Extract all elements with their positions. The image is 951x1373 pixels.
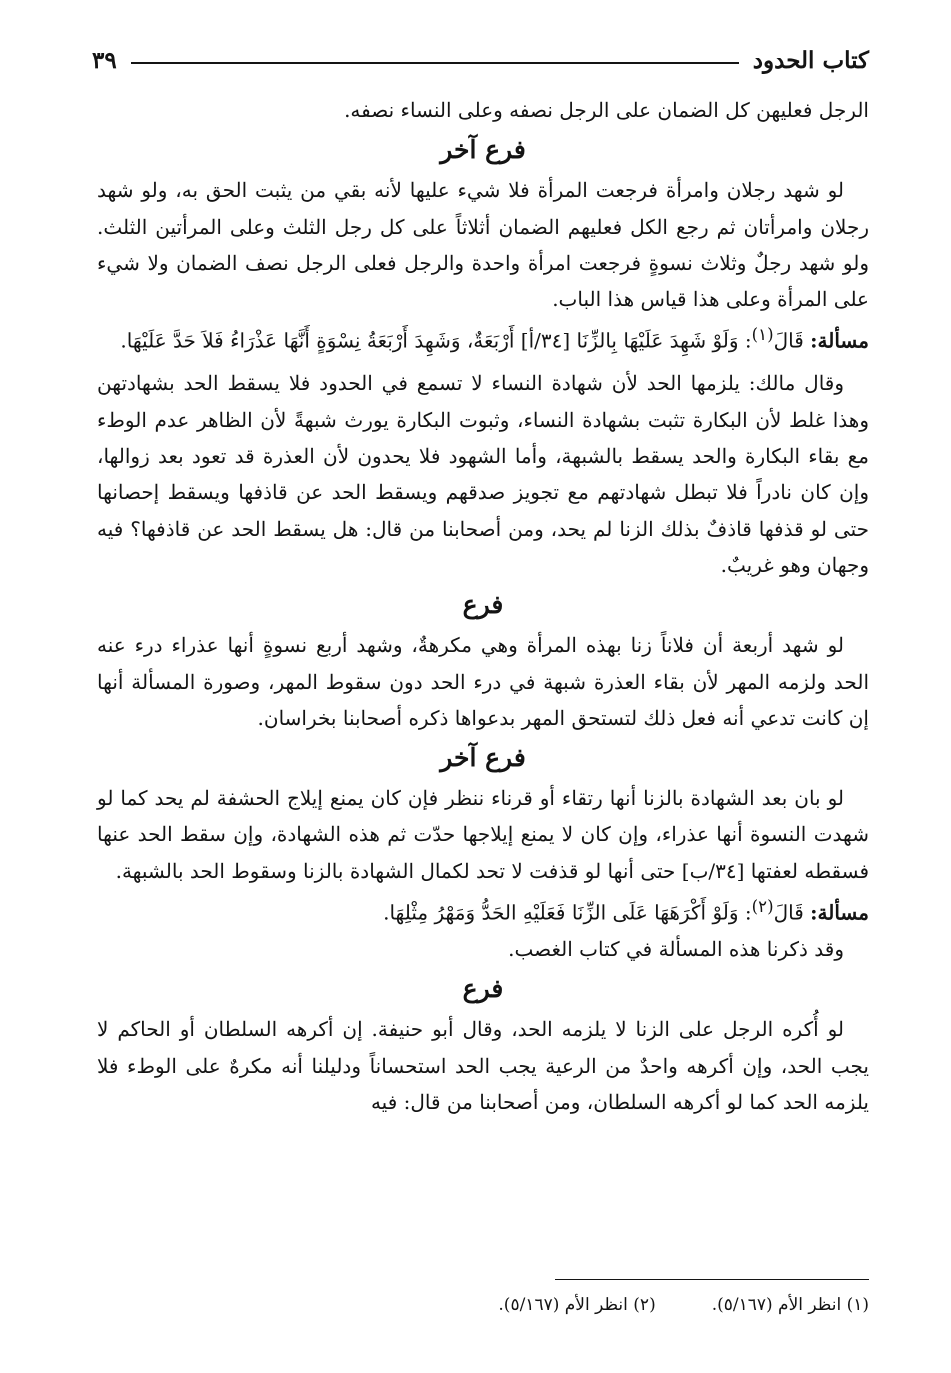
- masala-paragraph: [97, 317, 869, 359]
- paragraph: لو أُكره الرجل على الزنا لا يلزمه الحد، وقال أبو حنيفة. إن أكرهه السلطان أو الحاكم لا يجب الحد، وإن أكرهه واحدٌ من الرعية يجب الحد استحساناً ودليلنا أنه مكرهٌ على الوطء فلا يلزمه الحد كما لو أكرهه السلطان، ومن أصحابنا من قال: فيه: [97, 1017, 869, 1114]
- footnote-2: (٢) انظر الأم (٥/١٦٧).: [498, 1295, 656, 1315]
- footnote-1: (١) انظر الأم (٥/١٦٧).: [711, 1295, 869, 1315]
- header-rule: [131, 62, 739, 64]
- paragraph: وقد ذكرنا هذه المسألة في كتاب الغصب.: [508, 936, 844, 961]
- footnote-rule: [555, 1279, 869, 1280]
- page-number: ٣٩: [92, 46, 117, 74]
- paragraph: لو شهد رجلان وامرأة فرجعت المرأة فلا شيء عليها لأنه بقي من يثبت الحق به، ولو شهد رجلان وامرأتان ثم رجع الكل فعليهم الضمان أثلاثاً على كل رجل الثلث وعلى المرأتين الثلث. ولو شهد رجلٌ وثلاث نسوةٍ فرجعت امرأة واحدة والرجل فعلى الرجل نصف الضمان ولا شيء على المرأة وعلى هذا قياس هذا الباب.: [97, 178, 869, 312]
- quote-text: قَالَ: [773, 900, 804, 925]
- page-body: [97, 92, 869, 1120]
- masala-label: مسألة:: [810, 329, 869, 354]
- page-header: [92, 40, 869, 80]
- paragraph: وقال مالك: يلزمها الحد لأن شهادة النساء لا تسمع في الحدود فلا يسقط الحد بشهادتهن وهذا غلط لأن البكارة تثبت بشهادة النساء، وثبوت البكارة يورث شبهةً لأن الظاهر عدم الوطء مع بقاء البكارة والحد يسقط بالشبهة، وأما الشهود فلا يحدون لأن العذرة قد تعود بعد زوالها، وإن كان نادراً فلا تبطل شهادتهم مع تجويز صدقهم ويسقط الحد عن قاذفها ويسقط إحصانها حتى لو قذفها قاذفٌ بذلك الزنا لم يحد، ومن أصحابنا من قال: هل يسقط الحد عن قاذفها؟ فيه وجهان وهو غريبٌ.: [97, 371, 869, 577]
- quote-text: : وَلَوْ شَهِدَ عَلَيْهَا بِالزِّنَا [٣٤/أ] أَرْبَعَةٌ، وَشَهِدَ أَرْبَعَةُ نِسْوَةٍ أَنَّهَا عَذْرَاءُ فَلاَ حَدَّ عَلَيْهَا.: [120, 329, 752, 354]
- masala-label: مسألة:: [810, 900, 869, 925]
- running-title: كتاب الحدود: [752, 46, 869, 74]
- paragraph: لو شهد أربعة أن فلاناً زنا بهذه المرأة وهي مكرهةٌ، وشهد أربع نسوةٍ أنها عذراء درء عنه الحد ولزمه المهر لأن بقاء العذرة شبهة في درء الحد دون سقوط المهر، وصورة المسألة أنها إن كانت تدعي أنه فعل ذلك لتستحق المهر بدعواها ذكره أصحابنا بخراسان.: [97, 633, 869, 730]
- paragraph: لو بان بعد الشهادة بالزنا أنها رتقاء أو قرناء ننظر فإن كان يمنع إيلاج الحشفة لم يحد كما لو شهدت النسوة أنها عذراء، وإن كان لا يمنع إيلاجها حدّت ثم هذه الشهادة، وإن سقط الحد عنها فسقطه لعفتها [٣٤/ب] حتى أنها لو قذفت لا تحد لكمال الشهادة بالزنا وسقوط الحد بالشبهة.: [97, 786, 869, 883]
- paragraph: الرجل فعليهن كل الضمان على الرجل نصفه وعلى النساء نصفه.: [344, 98, 869, 122]
- section-heading: فرع آخر: [440, 135, 526, 165]
- masala-paragraph: [97, 889, 869, 931]
- section-heading: فرع: [462, 974, 504, 1004]
- section-heading: فرع آخر: [440, 743, 526, 773]
- footnote-ref: (٢): [751, 897, 774, 916]
- quote-text: : وَلَوْ أَكْرَهَهَا عَلَى الزِّنَا فَعَلَيْهِ الحَدُّ وَمَهْرُ مِثْلِهَا.: [383, 900, 752, 925]
- section-heading: فرع: [462, 590, 504, 620]
- quote-text: قَالَ: [773, 329, 804, 354]
- footnote-ref: (١): [751, 325, 774, 345]
- footnotes: [97, 1290, 869, 1320]
